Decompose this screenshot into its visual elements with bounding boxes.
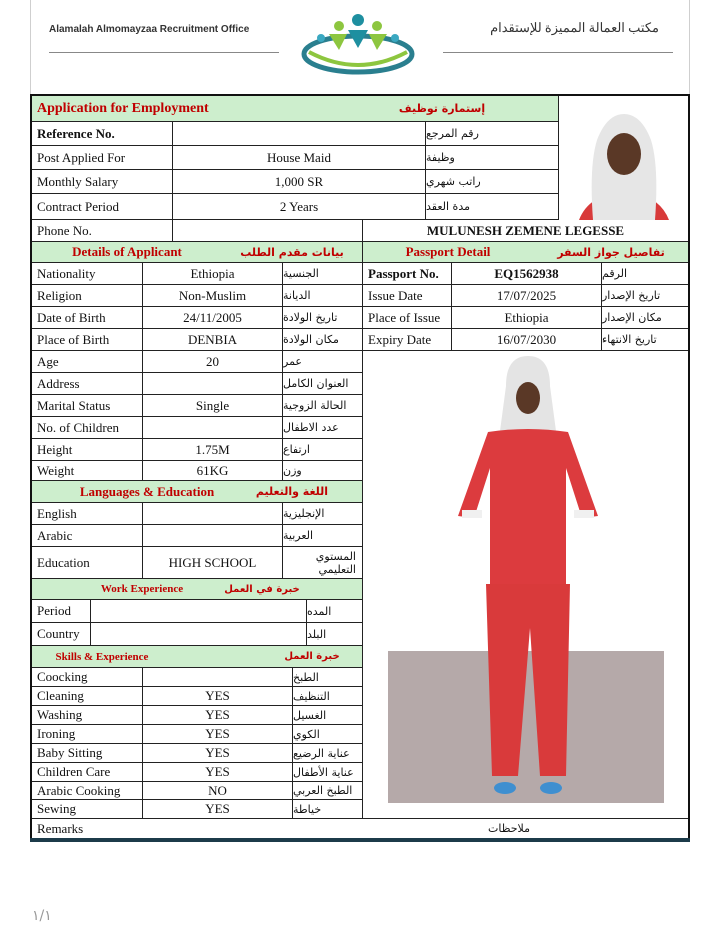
field-label-ar: عمر — [282, 351, 362, 372]
skill-row — [32, 782, 362, 800]
skills-title-en: Skills & Experience — [55, 650, 149, 663]
religion-row — [32, 285, 362, 307]
application-title-en: Application for Employment — [37, 100, 209, 116]
field-label: Date of Birth — [37, 309, 106, 325]
skills-section-header — [32, 646, 362, 668]
field-label: Place of Issue — [368, 309, 441, 325]
skill-row — [32, 668, 362, 687]
field-label-ar: الجنسية — [282, 263, 362, 284]
salary-row — [32, 170, 558, 194]
field-label: English — [37, 505, 77, 521]
company-logo — [299, 8, 417, 76]
field-label-ar: ارتفاع — [282, 439, 362, 460]
field-label-ar: عدد الاطفال — [282, 417, 362, 438]
weight-row — [32, 461, 362, 481]
skill-row — [32, 763, 362, 782]
skill-row — [32, 706, 362, 725]
field-value: Ethiopia — [142, 263, 282, 284]
remarks-label-ar: ملاحظات — [488, 822, 530, 835]
contract-row — [32, 194, 558, 220]
period-row — [32, 600, 362, 623]
field-label: Arabic Cooking — [37, 782, 121, 798]
field-label-ar: وزن — [282, 461, 362, 480]
field-label: Reference No. — [37, 125, 115, 141]
nationality-row — [32, 263, 362, 285]
field-label-ar: الإنجليزية — [282, 503, 362, 524]
place-of-birth-row — [32, 329, 362, 351]
arabic-row — [32, 525, 362, 547]
work-title-en: Work Experience — [100, 583, 184, 595]
field-label: Monthly Salary — [37, 173, 119, 189]
skill-row — [32, 800, 362, 818]
passport-title-en: Passport Detail — [405, 244, 491, 259]
field-value: HIGH SCHOOL — [142, 547, 282, 578]
column-divider — [362, 351, 363, 818]
remarks-row — [32, 818, 688, 838]
passport-title-ar: تفاصيل جواز السفر — [557, 245, 665, 259]
field-label-ar: الديانة — [282, 285, 362, 306]
marital-row — [32, 395, 362, 417]
field-label: Arabic — [37, 527, 73, 543]
field-value: 1,000 SR — [172, 170, 425, 193]
field-label: Expiry Date — [368, 331, 432, 347]
field-value: DENBIA — [142, 329, 282, 350]
field-label: Marital Status — [37, 397, 111, 413]
field-label: Children Care — [37, 764, 111, 779]
field-value: 61KG — [142, 461, 282, 480]
field-label: Height — [37, 441, 73, 457]
field-label-ar: المده — [306, 600, 362, 622]
passport-no-row — [362, 263, 688, 285]
field-label-ar: المستوي التعليمي — [282, 547, 362, 578]
field-label-ar: مكان الولادة — [282, 329, 362, 350]
field-value — [142, 525, 282, 546]
skill-row — [32, 744, 362, 763]
field-label-ar: عناية الرضيع — [292, 744, 362, 762]
field-label: Issue Date — [368, 287, 423, 303]
field-value: YES — [142, 763, 292, 781]
field-label-ar: الرقم — [601, 263, 689, 284]
expiry-date-row — [362, 329, 688, 351]
divider-line — [49, 52, 279, 53]
field-label-ar: تاريخ الإصدار — [601, 285, 689, 306]
applicant-name: MULUNESH ZEMENE LEGESSE — [362, 220, 688, 241]
languages-section-header — [32, 481, 362, 503]
field-value: YES — [142, 744, 292, 762]
field-value: YES — [142, 800, 292, 818]
field-label: Weight — [37, 462, 75, 478]
country-row — [32, 623, 362, 646]
field-value: House Maid — [172, 146, 425, 169]
field-value: 2 Years — [172, 194, 425, 219]
field-label: Nationality — [37, 265, 96, 281]
field-label: Cleaning — [37, 688, 84, 703]
field-label-ar: مدة العقد — [425, 194, 558, 219]
field-label-ar: الكوي — [292, 725, 362, 743]
applicant-full-photo — [388, 356, 664, 808]
work-section-header — [32, 579, 362, 600]
reference-row — [32, 122, 558, 146]
field-value: Ethiopia — [451, 307, 601, 328]
field-label-ar: تاريخ الانتهاء — [601, 329, 689, 350]
field-label: Education — [37, 554, 90, 570]
applicant-section-header — [32, 242, 362, 263]
height-row — [32, 439, 362, 461]
education-row — [32, 547, 362, 579]
footer-bar — [30, 838, 690, 842]
field-label-ar: تاريخ الولادة — [282, 307, 362, 328]
field-label-ar: العربية — [282, 525, 362, 546]
applicant-title-ar: بيانات مقدم الطلب — [240, 245, 344, 259]
field-label-ar: رقم المرجع — [425, 122, 558, 145]
field-label: No. of Children — [37, 419, 119, 435]
field-value — [142, 668, 292, 686]
office-name-english: Alamalah Almomayzaa Recruitment Office — [49, 24, 250, 35]
field-label-ar: الغسيل — [292, 706, 362, 724]
field-value: YES — [142, 706, 292, 724]
field-label: Coocking — [37, 669, 88, 684]
field-label: Washing — [37, 707, 83, 722]
field-value: YES — [142, 725, 292, 743]
field-label-ar: الطبخ — [292, 668, 362, 686]
field-label: Contract Period — [37, 198, 119, 214]
field-value — [142, 373, 282, 394]
field-value — [90, 600, 306, 622]
field-value: YES — [142, 687, 292, 705]
dob-row — [32, 307, 362, 329]
field-label: Country — [37, 626, 80, 641]
place-of-issue-row — [362, 307, 688, 329]
field-label-ar: الحالة الزوجية — [282, 395, 362, 416]
field-value: 16/07/2030 — [451, 329, 601, 350]
phone-value — [172, 220, 362, 241]
field-value: EQ1562938 — [451, 263, 601, 284]
skill-row — [32, 725, 362, 744]
field-value — [142, 503, 282, 524]
work-title-ar: خبرة في العمل — [224, 583, 300, 595]
address-row — [32, 373, 362, 395]
post-row — [32, 146, 558, 170]
field-label-ar: عناية الأطفال — [292, 763, 362, 781]
skills-title-ar: خبرة العمل — [284, 651, 340, 662]
field-value: 1.75M — [142, 439, 282, 460]
skill-row — [32, 687, 362, 706]
field-label-ar: خياطة — [292, 800, 362, 818]
field-value — [142, 417, 282, 438]
children-row — [32, 417, 362, 439]
letterhead — [30, 0, 690, 94]
field-value: Non-Muslim — [142, 285, 282, 306]
languages-title-en: Languages & Education — [79, 483, 215, 499]
field-value: 24/11/2005 — [142, 307, 282, 328]
field-label: Baby Sitting — [37, 745, 103, 760]
page-number: ١/١ — [32, 908, 52, 924]
field-label-ar: الطبخ العربي — [292, 782, 362, 799]
field-label-ar: البلد — [306, 623, 362, 645]
issue-date-row — [362, 285, 688, 307]
phone-label: Phone No. — [37, 222, 92, 238]
field-label-ar: العنوان الكامل — [282, 373, 362, 394]
english-row — [32, 503, 362, 525]
field-value: 17/07/2025 — [451, 285, 601, 306]
languages-title-ar: اللغة والتعليم — [255, 485, 329, 498]
field-label-ar: وظيفة — [425, 146, 558, 169]
field-label: Place of Birth — [37, 331, 110, 347]
applicant-portrait — [558, 96, 688, 220]
field-label: Sewing — [37, 801, 76, 816]
field-label-ar: مكان الإصدار — [601, 307, 689, 328]
field-label: Address — [37, 375, 80, 391]
passport-section-header — [362, 242, 688, 263]
divider-line — [443, 52, 673, 53]
field-value — [172, 122, 425, 145]
employment-form — [30, 94, 690, 840]
applicant-title-en: Details of Applicant — [72, 244, 182, 259]
field-value — [90, 623, 306, 645]
remarks-label: Remarks — [37, 820, 84, 836]
phone-row — [32, 220, 688, 242]
field-value: Single — [142, 395, 282, 416]
field-value: 20 — [142, 351, 282, 372]
field-label-ar: التنظيف — [292, 687, 362, 705]
age-row — [32, 351, 362, 373]
field-label: Post Applied For — [37, 149, 126, 165]
office-name-arabic: مكتب العمالة المميزة للإستقدام — [490, 20, 659, 35]
field-label: Age — [37, 353, 59, 369]
field-value: NO — [142, 782, 292, 799]
field-label: Passport No. — [368, 265, 439, 281]
field-label: Period — [37, 603, 71, 618]
application-title-row — [32, 96, 558, 122]
field-label: Religion — [37, 287, 82, 303]
field-label-ar: راتب شهري — [425, 170, 558, 193]
field-label: Ironing — [37, 726, 76, 741]
application-title-ar: إستمارة توظيف — [398, 102, 486, 115]
